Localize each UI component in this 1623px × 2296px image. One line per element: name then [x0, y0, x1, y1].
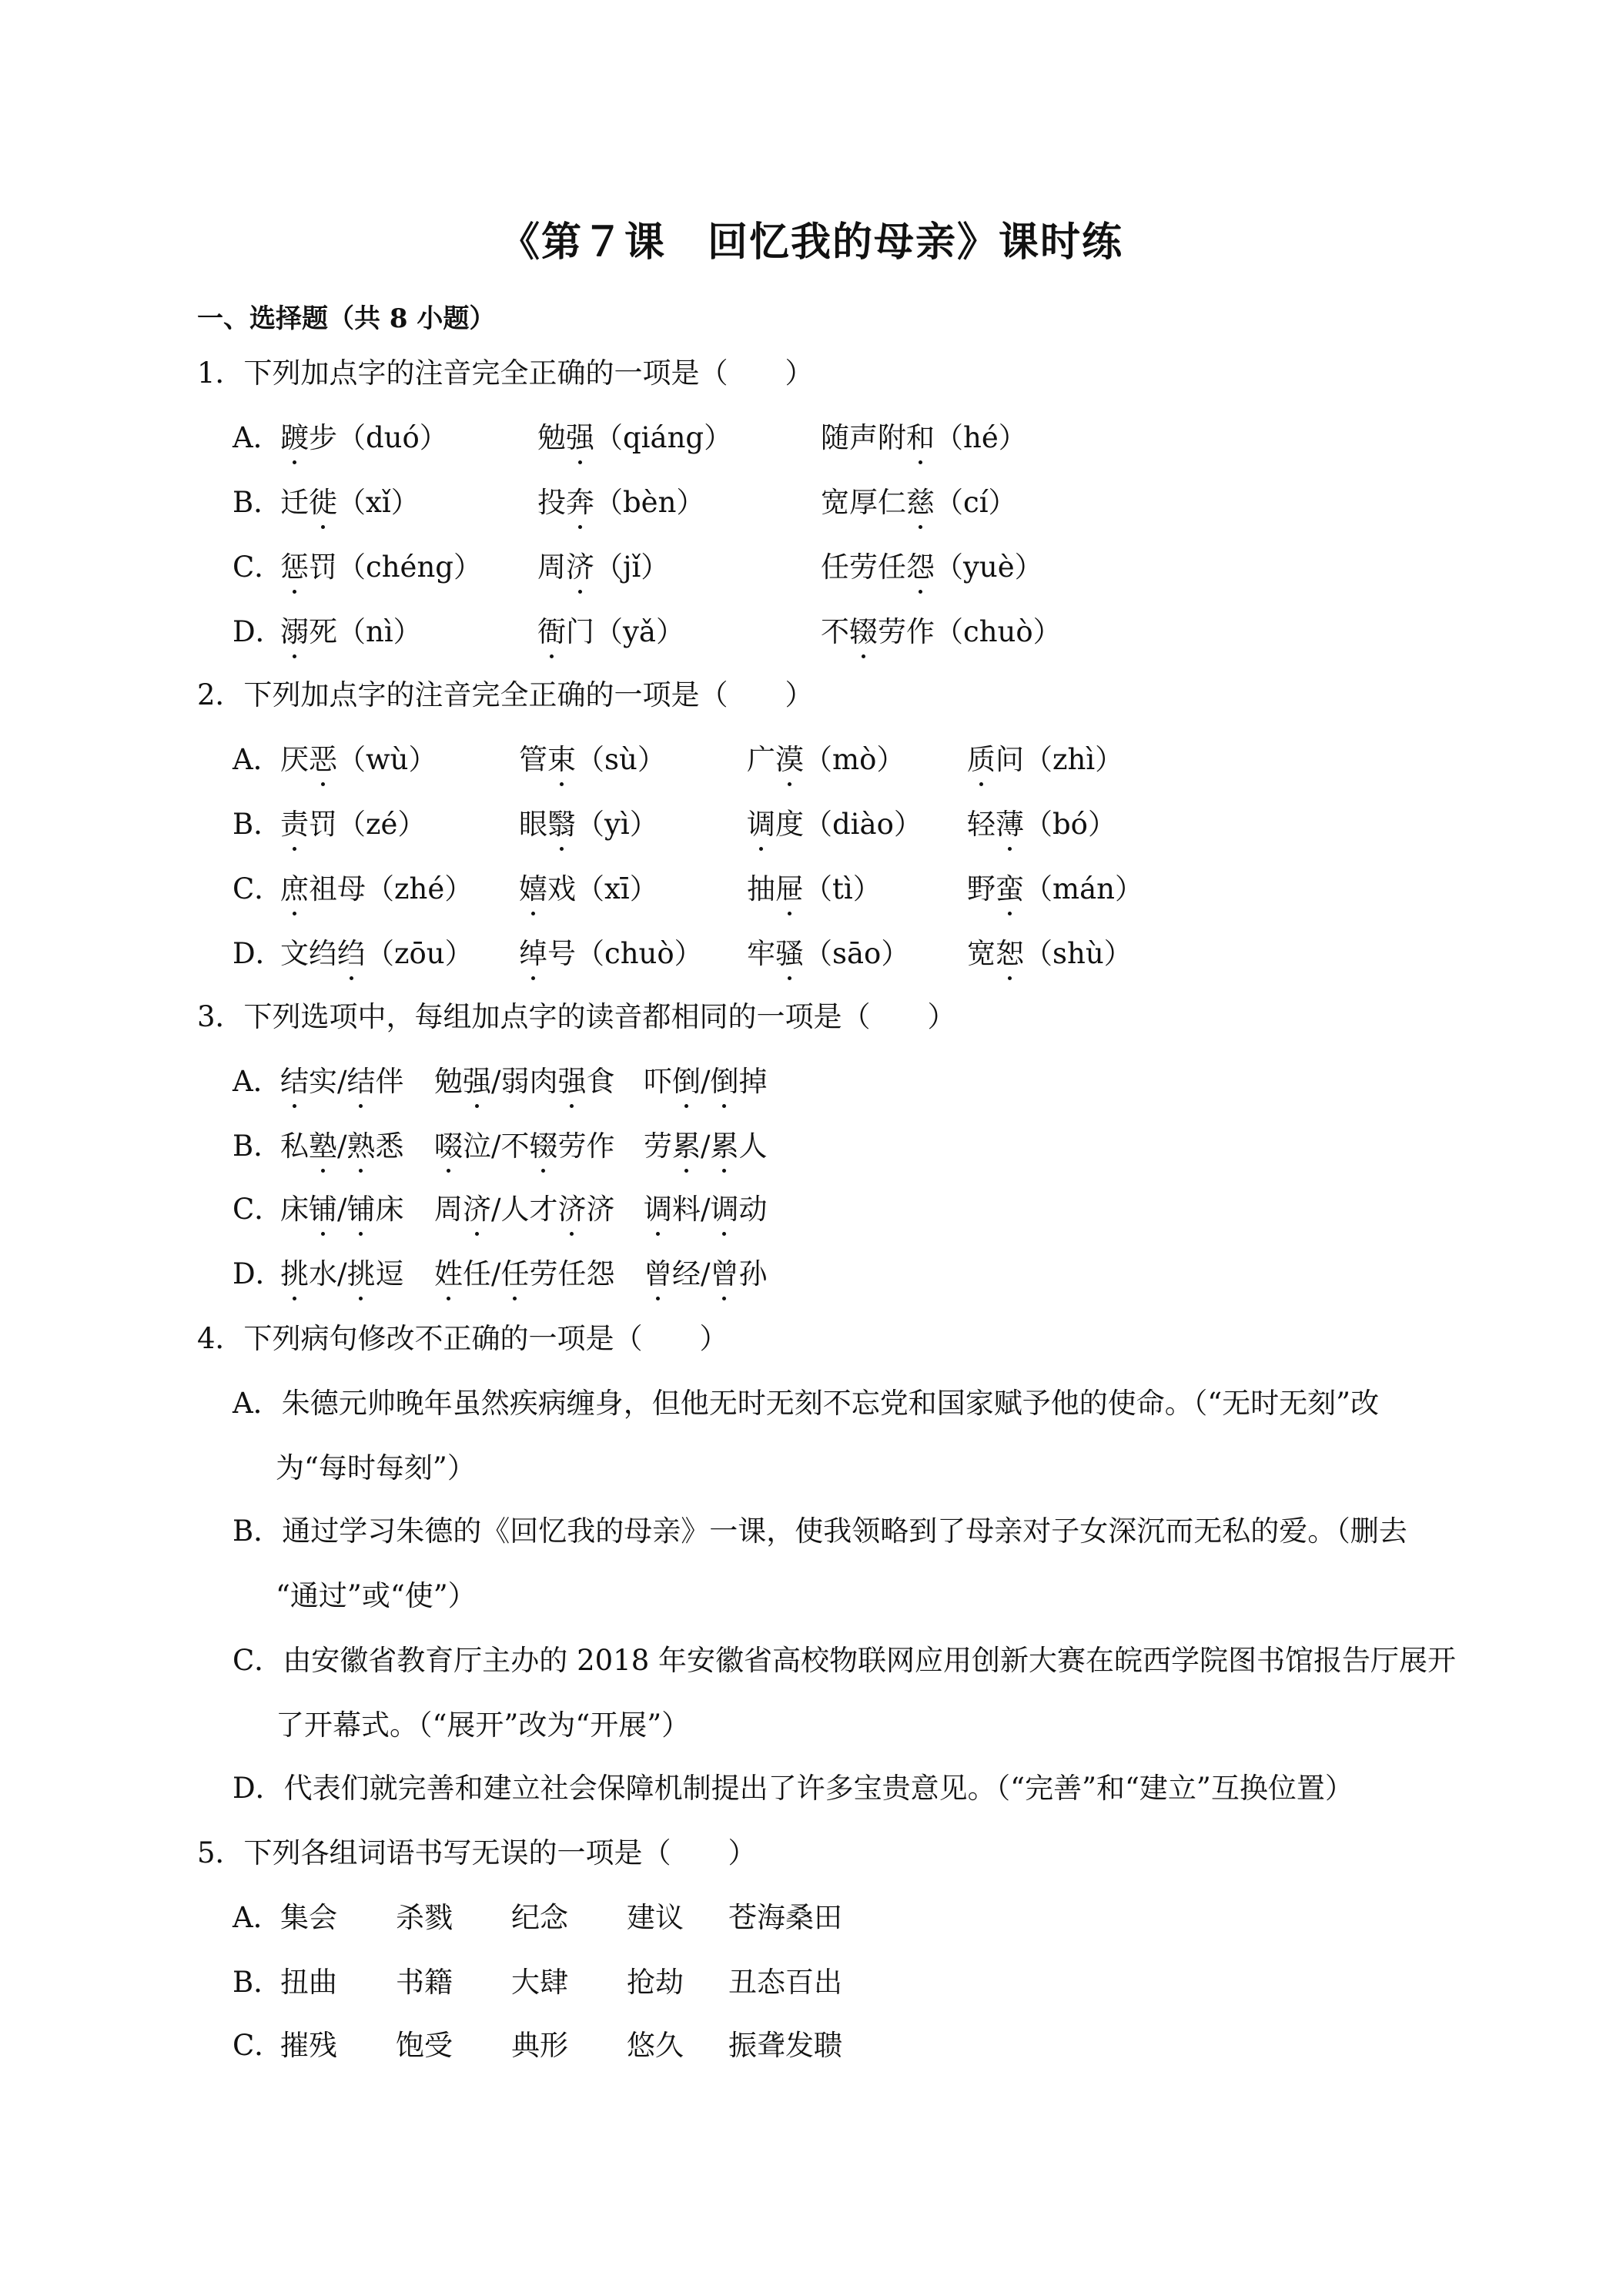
dotted-char: 济 [463, 1193, 491, 1226]
item-text: 劳作（chuò） [878, 615, 1062, 648]
option-label: D． [233, 1257, 284, 1290]
dotted-char: 嬉 [519, 872, 547, 905]
option-item [280, 1258, 403, 1291]
dotted-char: 责 [280, 808, 309, 841]
option-item [280, 808, 426, 842]
dotted-char: 和 [906, 421, 935, 454]
option-label: D． [233, 615, 284, 648]
option-word: 苍海桑田 [728, 1901, 842, 1934]
item-text: 水/ [309, 1257, 347, 1290]
dotted-char: 漠 [775, 743, 804, 776]
item-text: 随声附 [821, 421, 906, 454]
question-2-stem: 2．下列加点字的注音完全正确的一项是（ ） [197, 678, 814, 711]
option-word: 建议 [627, 1901, 684, 1934]
item-text: 周 [434, 1193, 463, 1226]
dotted-char: 惩 [280, 551, 309, 584]
item-text: （bó） [1024, 808, 1116, 841]
dotted-char: 恶 [309, 743, 337, 776]
item-text: 勉 [434, 1065, 463, 1098]
item-text: / [701, 1130, 711, 1163]
dotted-char: 铺 [309, 1193, 337, 1226]
option-label: C． [233, 872, 283, 905]
dotted-char: 屉 [775, 872, 804, 905]
item-text: （mán） [1024, 872, 1143, 905]
item-text: 悉 [375, 1130, 404, 1163]
question-4-stem: 4．下列病句修改不正确的一项是（ ） [197, 1322, 728, 1355]
option-word: 纪念 [511, 1901, 568, 1934]
option-label: A． [233, 1065, 282, 1098]
option-label: C． [233, 2029, 283, 2062]
item-text: 号（chuò） [547, 937, 703, 970]
item-text: /人才 [491, 1193, 558, 1226]
option-item [280, 938, 474, 971]
item-text: 食 [586, 1065, 615, 1098]
dotted-char: 溺 [280, 615, 309, 648]
item-text: （yì） [576, 808, 658, 841]
dotted-char: 倒 [710, 1065, 739, 1098]
option-item [280, 744, 437, 777]
item-text: 宽 [967, 937, 996, 970]
option-item [537, 487, 704, 520]
q4-option-c [233, 1645, 1456, 1678]
item-text: （jǐ） [594, 551, 670, 584]
item-text: 勉 [537, 421, 566, 454]
item-text: 周 [537, 551, 566, 584]
item-text: 厌 [280, 743, 309, 776]
item-text: 广 [747, 743, 775, 776]
option-word: 丑态百出 [728, 1966, 842, 1999]
option-word: 饱受 [396, 2029, 453, 2062]
option-word: 振聋发聩 [728, 2029, 842, 2062]
dotted-char: 强 [557, 1065, 587, 1098]
dotted-char: 曾 [710, 1257, 739, 1290]
dotted-char: 奔 [566, 486, 594, 519]
option-item [821, 616, 1062, 649]
dotted-char: 济 [566, 551, 594, 584]
option-label: C． [233, 1193, 283, 1226]
option-text: 由安徽省教育厅主办的 2018 年安徽省高校物联网应用创新大赛在皖西学院图书馆报告厅展开 [283, 1644, 1456, 1677]
dotted-char: 塾 [309, 1130, 337, 1163]
option-item [434, 1066, 614, 1099]
item-text: （hé） [935, 421, 1027, 454]
option-item [821, 422, 1027, 455]
dotted-char: 绰 [519, 937, 547, 970]
item-text: 济 [586, 1193, 615, 1226]
option-word: 扭曲 [280, 1966, 337, 1999]
dotted-char: 累 [672, 1130, 701, 1163]
option-word: 杀戮 [396, 1901, 453, 1934]
option-item [280, 551, 482, 584]
item-text: （qiáng） [594, 421, 733, 454]
item-text: / [701, 1065, 711, 1098]
item-text: （shù） [1024, 937, 1133, 970]
dotted-char: 庶 [280, 872, 309, 905]
item-text: 吓 [644, 1065, 672, 1098]
item-text: 罚（chéng） [309, 551, 482, 584]
item-text: 劳任怨 [529, 1257, 615, 1290]
option-label: B． [233, 1514, 283, 1548]
option-item [519, 873, 658, 906]
item-text: / [337, 1130, 347, 1163]
item-text: 罚（zé） [309, 808, 427, 841]
item-text: 经/ [672, 1257, 711, 1290]
option-item [747, 808, 922, 842]
item-text: 劳作 [557, 1130, 615, 1163]
dotted-char: 辍 [529, 1130, 558, 1163]
dotted-char: 结 [280, 1065, 309, 1098]
option-item [537, 551, 669, 584]
option-item [519, 808, 658, 842]
item-text: 管 [519, 743, 547, 776]
dotted-char: 绉 [337, 937, 366, 970]
dotted-char: 强 [463, 1065, 491, 1098]
option-label: A． [233, 743, 282, 776]
dotted-char: 姓 [434, 1257, 463, 1290]
dotted-char: 蛮 [996, 872, 1024, 905]
option-word: 集会 [280, 1901, 337, 1934]
option-item [821, 551, 1043, 584]
option-label: B． [233, 1130, 283, 1163]
q4-option-d [233, 1772, 1354, 1806]
option-item [280, 1066, 403, 1099]
dotted-char: 调 [710, 1193, 739, 1226]
option-word: 大肆 [511, 1966, 568, 1999]
item-text: 逗 [375, 1257, 404, 1290]
option-item [644, 1193, 767, 1227]
dotted-char: 挑 [280, 1257, 309, 1290]
option-item [519, 938, 703, 971]
q4-option-a-cont: 为“每时每刻”） [276, 1451, 476, 1484]
q4-option-a [233, 1387, 1379, 1421]
item-text: 不 [821, 615, 849, 648]
item-text: （zōu） [366, 937, 474, 970]
item-text: 料/ [672, 1193, 711, 1226]
item-text: （mò） [804, 743, 905, 776]
dotted-char: 累 [710, 1130, 739, 1163]
dotted-char: 倒 [672, 1065, 701, 1098]
question-3-stem: 3．下列选项中，每组加点字的读音都相同的一项是（ ） [197, 1000, 956, 1033]
option-label: A． [233, 1901, 282, 1934]
item-text: 动 [738, 1193, 768, 1226]
dotted-char: 薄 [996, 808, 1024, 841]
option-text: 通过学习朱德的《回忆我的母亲》一课，使我领略到了母亲对子女深沉而无私的爱。（删去 [282, 1514, 1407, 1548]
dotted-char: 恕 [996, 937, 1024, 970]
dotted-char: 骚 [775, 937, 804, 970]
option-text: 朱德元帅晚年虽然疾病缠身，但他无时无刻不忘党和国家赋予他的使命。（“无时无刻”改 [281, 1387, 1380, 1420]
option-label: B． [233, 1966, 283, 1999]
dotted-char: 质 [967, 743, 996, 776]
q4-option-b [233, 1515, 1407, 1548]
item-text: 问（zhì） [996, 743, 1124, 776]
option-label: C． [233, 551, 283, 584]
option-item [280, 873, 473, 906]
dotted-char: 辍 [849, 615, 878, 648]
option-label: B． [233, 808, 283, 841]
dotted-char: 束 [547, 743, 576, 776]
item-text: 死（nì） [309, 615, 422, 648]
option-label: D． [233, 1772, 284, 1805]
item-text: 轻 [967, 808, 996, 841]
item-text: 掉 [738, 1065, 768, 1098]
q4-option-b-cont: “通过”或“使”） [276, 1579, 477, 1612]
item-text: 抽 [747, 872, 775, 905]
option-item [434, 1193, 614, 1227]
item-text: 野 [967, 872, 996, 905]
option-label: A． [233, 421, 282, 454]
item-text: 祖母（zhé） [309, 872, 474, 905]
dotted-char: 结 [346, 1065, 376, 1098]
question-1-stem: 1．下列加点字的注音完全正确的一项是（ ） [197, 356, 814, 390]
option-item [967, 744, 1123, 777]
item-text: （yuè） [935, 551, 1043, 584]
option-word: 悠久 [627, 2029, 684, 2062]
item-text: / [337, 1193, 347, 1226]
q4-option-c-cont: 了开幕式。（“展开”改为“开展”） [276, 1709, 691, 1742]
option-label: B． [233, 486, 283, 519]
option-item [747, 744, 905, 777]
item-text: 牢 [747, 937, 775, 970]
item-text: 投 [537, 486, 566, 519]
item-text: 文绉 [280, 937, 337, 970]
option-item [967, 808, 1116, 842]
dotted-char: 调 [644, 1193, 672, 1226]
option-item [280, 616, 422, 649]
option-item [821, 487, 1017, 520]
option-word: 书籍 [396, 1966, 453, 1999]
option-item [967, 873, 1143, 906]
dotted-char: 熟 [346, 1130, 376, 1163]
item-text: 度（diào） [775, 808, 922, 841]
item-text: 私 [280, 1130, 309, 1163]
item-text: /弱肉 [491, 1065, 558, 1098]
item-text: （sāo） [804, 937, 910, 970]
dotted-char: 任 [500, 1257, 530, 1290]
item-text: （sù） [576, 743, 666, 776]
option-word: 典形 [511, 2029, 568, 2062]
question-5-stem: 5．下列各组词语书写无误的一项是（ ） [197, 1836, 757, 1869]
option-item [434, 1130, 614, 1163]
dotted-char: 慈 [906, 486, 935, 519]
option-item [280, 1193, 403, 1227]
option-text: 代表们就完善和建立社会保障机制提出了许多宝贵意见。（“完善”和“建立”互换位置） [283, 1772, 1354, 1805]
option-item [644, 1130, 767, 1163]
option-item [537, 616, 684, 649]
option-item [747, 873, 882, 906]
option-label: A． [233, 1387, 282, 1420]
dotted-char: 啜 [434, 1130, 463, 1163]
section-heading: 一、选择题（共 8 小题） [197, 303, 496, 334]
item-text: （bèn） [594, 486, 705, 519]
item-text: 眼 [519, 808, 547, 841]
option-word: 摧残 [280, 2029, 337, 2062]
dotted-char: 怨 [906, 551, 935, 584]
option-word: 抢劫 [627, 1966, 684, 1999]
item-text: 床 [375, 1193, 404, 1226]
dotted-char: 踱 [280, 421, 309, 454]
option-label: D． [233, 937, 284, 970]
item-text: 宽厚仁 [821, 486, 906, 519]
option-item [644, 1258, 767, 1291]
dotted-char: 挑 [346, 1257, 376, 1290]
item-text: 劳 [644, 1130, 672, 1163]
item-text: 人 [738, 1130, 768, 1163]
option-label: C． [233, 1644, 283, 1677]
item-text: 泣/不 [463, 1130, 530, 1163]
dotted-char: 徙 [309, 486, 337, 519]
dotted-char: 济 [557, 1193, 587, 1226]
item-text: （cí） [935, 486, 1017, 519]
option-item [280, 487, 420, 520]
item-text: 戏（xī） [547, 872, 658, 905]
item-text: 门（yǎ） [566, 615, 684, 648]
dotted-char: 翳 [547, 808, 576, 841]
option-item [644, 1066, 767, 1099]
item-text: 床 [280, 1193, 309, 1226]
dotted-char: 铺 [346, 1193, 376, 1226]
item-text: 实/ [309, 1065, 347, 1098]
option-item [537, 422, 732, 455]
page-title: 《第７课 回忆我的母亲》课时练 [499, 219, 1123, 266]
item-text: 伴 [375, 1065, 404, 1098]
option-item [434, 1258, 614, 1291]
dotted-char: 衙 [537, 615, 566, 648]
dotted-char: 强 [566, 421, 594, 454]
option-item [280, 422, 448, 455]
item-text: 孙 [738, 1257, 768, 1290]
item-text: （wù） [337, 743, 437, 776]
option-item [519, 744, 666, 777]
option-item [280, 1130, 403, 1163]
item-text: 迁 [280, 486, 309, 519]
item-text: （xǐ） [337, 486, 420, 519]
item-text: 任劳任 [821, 551, 906, 584]
dotted-char: 调 [747, 808, 775, 841]
item-text: 步（duó） [309, 421, 448, 454]
item-text: 任/ [463, 1257, 501, 1290]
item-text: （tì） [804, 872, 882, 905]
dotted-char: 曾 [644, 1257, 672, 1290]
option-item [967, 938, 1133, 971]
option-item [747, 938, 909, 971]
